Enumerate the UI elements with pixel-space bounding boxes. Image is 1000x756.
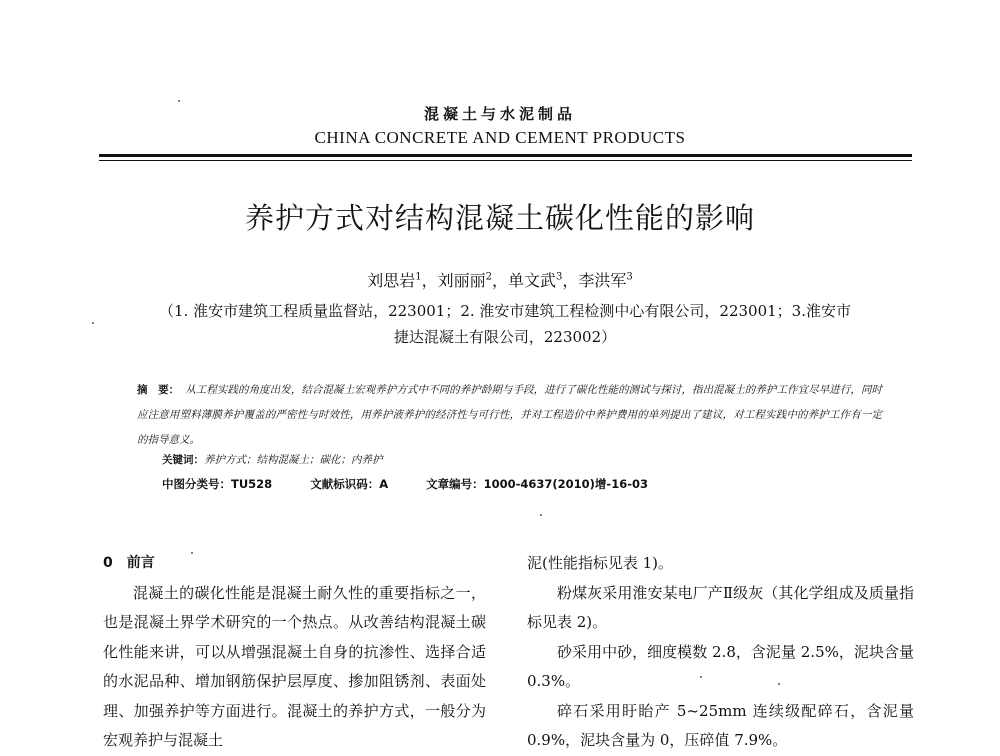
body-paragraph: 泥(性能指标见表 1)。 xyxy=(527,554,674,572)
article-metadata xyxy=(162,476,862,492)
journal-name-chinese: 混凝土与水泥制品 xyxy=(423,105,576,123)
section-heading: 0 前言 xyxy=(103,555,155,571)
abstract-text: 从工程实践的角度出发，结合混凝土宏观养护方式中不同的养护龄期与手段，进行了碳化性能的测试与探讨，指出混凝土的养护工作宜尽早进行，同时应注意用塑料薄膜养护覆盖的严密性与时效性，用养护液养护的经济性与可行性，并对工程造价中养护费用的单列提出了建议，对工程实践中的养护工作有一定的指导意义。 xyxy=(137,384,882,446)
author-affil-mark: 1 xyxy=(415,271,422,283)
header-rule-thin xyxy=(99,160,912,161)
author-affil-mark: 2 xyxy=(485,271,492,283)
affiliations xyxy=(125,298,885,350)
scan-speck xyxy=(92,322,94,324)
author-list: 刘思岩$^1$，刘丽丽$^2$，单文武$^3$，李洪军$^3$ xyxy=(367,271,633,290)
clc-number: 中图分类号：TU528 xyxy=(162,477,273,491)
affiliation-line: （1. 淮安市建筑工程质量监督站，223001；2. 淮安市建筑工程检测中心有限公司，223001；3.淮安市 xyxy=(159,302,851,320)
scan-speck xyxy=(178,100,180,102)
author-name: 刘思岩 xyxy=(367,271,416,290)
author-name: 单文武 xyxy=(508,271,557,290)
keywords-text: 养护方式；结构混凝土；碳化；内养护 xyxy=(204,454,383,466)
scan-speck xyxy=(191,552,193,554)
author-affil-mark: 3 xyxy=(556,271,563,283)
body-paragraph: 碎石采用盱眙产 5~25mm 连续级配碎石，含泥量 0.9%，泥块含量为 0，压碎值 7.9%。 xyxy=(527,701,914,749)
journal-name-english: CHINA CONCRETE AND CEMENT PRODUCTS xyxy=(314,128,686,147)
scan-speck xyxy=(778,683,780,685)
body-column-left xyxy=(103,549,486,756)
abstract-label: 摘 要： xyxy=(137,384,180,396)
scan-speck xyxy=(540,514,542,516)
article-title: 养护方式对结构混凝土碳化性能的影响 xyxy=(244,201,755,235)
header-rule-thick xyxy=(99,154,912,157)
affiliation-line: 捷达混凝土有限公司，223002） xyxy=(393,328,617,346)
author-name: 李洪军 xyxy=(578,271,627,290)
article-number: 文章编号：1000-4637(2010)增-16-03 xyxy=(426,477,648,491)
keywords xyxy=(162,452,862,467)
author-affil-mark: 3 xyxy=(626,271,633,283)
body-column-right xyxy=(527,549,914,756)
document-code: 文献标识码：A xyxy=(310,477,389,491)
keywords-label: 关键词： xyxy=(162,454,204,466)
author-name: 刘丽丽 xyxy=(437,271,486,290)
abstract xyxy=(137,378,882,453)
scan-speck xyxy=(700,676,702,678)
body-paragraph: 混凝土的碳化性能是混凝土耐久性的重要指标之一，也是混凝土界学术研究的一个热点。从改善结构混凝土碳化性能来讲，可以从增强混凝土自身的抗渗性、选择合适的水泥品种、增加钢筋保护层厚度、掺加阻锈剂、表面处理、加强养护等方面进行。混凝土的养护方式，一般分为宏观养护与混凝土 xyxy=(103,583,486,749)
body-paragraph: 粉煤灰采用淮安某电厂产Ⅱ级灰（其化学组成及质量指标见表 2)。 xyxy=(527,583,914,631)
body-paragraph: 砂采用中砂，细度模数 2.8，含泥量 2.5%，泥块含量 0.3%。 xyxy=(527,642,914,690)
